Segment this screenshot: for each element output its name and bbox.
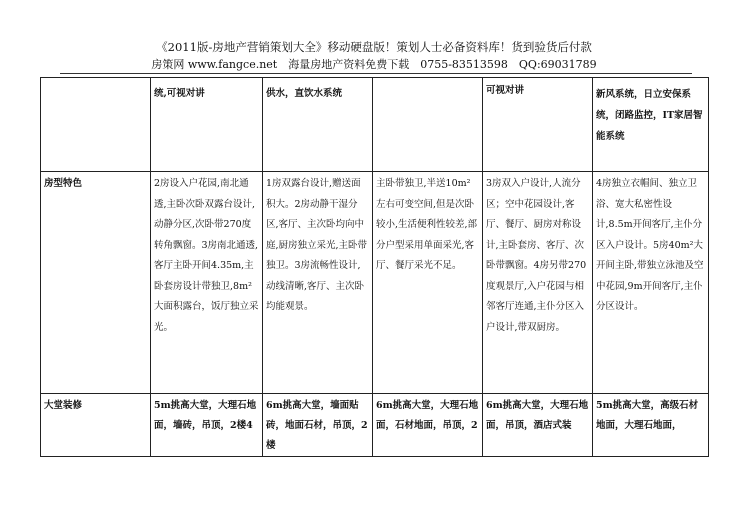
features-cell-3: 主卧带独卫,半送10m²左右可变空间,但是次卧较小,生活便利性较差,部分户型采用单面采光,客厅、餐厅采光不足。 — [373, 172, 483, 394]
lobby-cell-2: 6m挑高大堂，墙面贴砖，地面石材，吊顶，2楼 — [263, 394, 373, 457]
lobby-cell-3: 6m挑高大堂，大理石地面，石材地面，吊顶，2 — [373, 394, 483, 457]
features-cell-1: 2房设入户花园,南北通透,主卧次卧双露台设计,动静分区,次卧带270度转角飘窗。3房南北通透,客厅主卧开间4.35m,主卧套房设计带独卫,8m²大面积露台，饭厅独立采光。 — [151, 172, 263, 394]
features-cell-2: 1房双露台设计,赠送面积大。2房动静干湿分区,客厅、主次卧均向中庭,厨房独立采光,主卧带独卫。3房流畅性设计,动线清晰,客厅、主次卧均能观景。 — [263, 172, 373, 394]
header-cell-col3 — [373, 78, 483, 172]
header-cell-col2: 供水，直饮水系统 — [263, 78, 373, 172]
lobby-cell-1: 5m挑高大堂，大理石地面，墙砖，吊顶，2楼4 — [151, 394, 263, 457]
lobby-cell-4: 6m挑高大堂，大理石地面，吊顶，酒店式装 — [483, 394, 593, 457]
header-cell-col5: 新风系统，日立安保系统，闭路监控，IT家居智能系统 — [593, 78, 709, 172]
header-contact: 房策网 www.fangce.net 海量房地产资料免费下载 0755-83513598 QQ:69031789 — [151, 58, 597, 71]
header-cell-col1: 统,可视对讲 — [151, 78, 263, 172]
table-row-lobby — [41, 394, 709, 457]
lobby-cell-5: 5m挑高大堂，高级石材地面，大理石地面， — [593, 394, 709, 457]
header-cell-col4: 可视对讲 — [483, 78, 593, 172]
features-cell-5: 4房独立衣帽间、独立卫浴、宽大私密性设计,8.5m开间客厅,主仆分区入户设计。5房40m²大开间主卧,带独立泳池及空中花园,9m开间客厅,主仆分区设计。 — [593, 172, 709, 394]
table-row-features — [41, 172, 709, 394]
header-title: 《2011版-房地产营销策划大全》移动硬盘版！策划人士必备资料库！货到验货后付款 — [156, 40, 592, 54]
header-cell-empty — [41, 78, 151, 172]
header-divider — [60, 73, 692, 74]
row-label-lobby: 大堂装修 — [41, 394, 151, 457]
comparison-table — [40, 77, 709, 457]
table-header-row — [41, 78, 709, 172]
features-cell-4: 3房双入户设计,人流分区；空中花园设计,客厅、餐厅、厨房对称设计,主卧套房、客厅、次卧带飘窗。4房另带270度观景厅,入户花园与相邻客厅连通,主仆分区入户设计,带双厨房。 — [483, 172, 593, 394]
row-label-features: 房型特色 — [41, 172, 151, 394]
